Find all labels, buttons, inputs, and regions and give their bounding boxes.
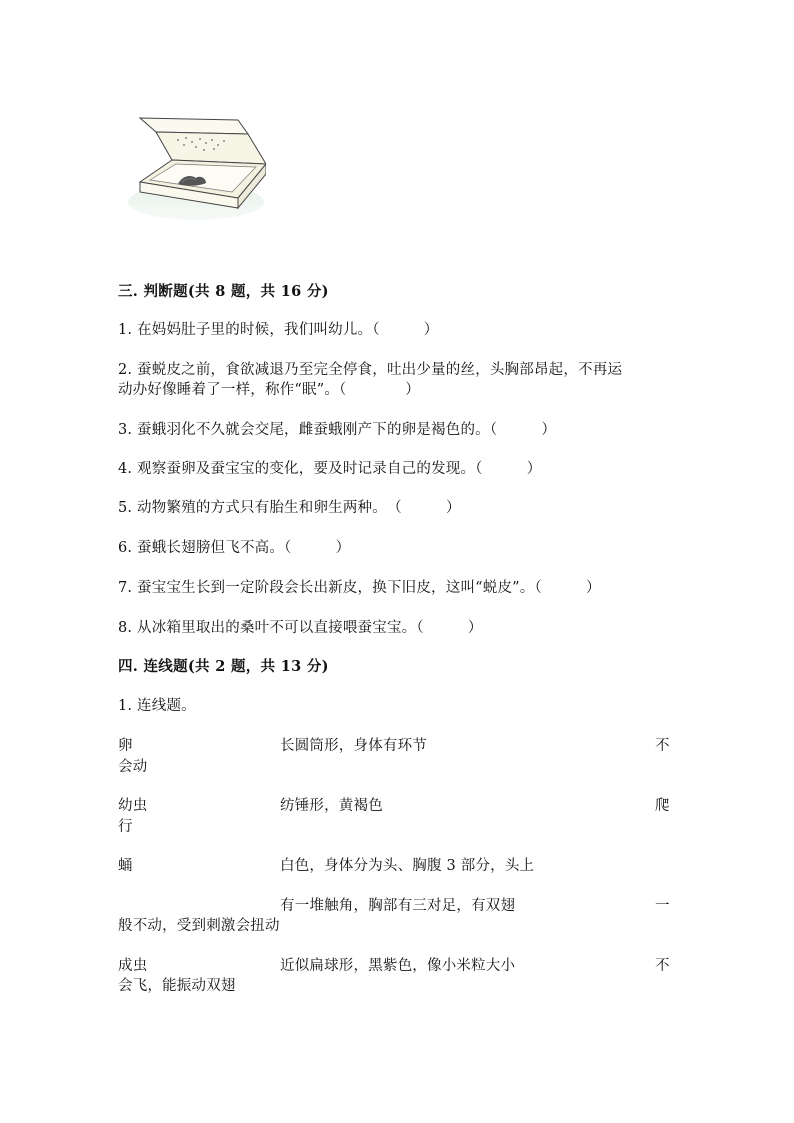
stage-description: 有一堆触角，胸部有三对足，有双翅 xyxy=(280,898,516,914)
egg-box-illustration xyxy=(126,112,266,222)
question-item: 5. 动物繁殖的方式只有胎生和卵生两种。 （ ） xyxy=(118,500,461,516)
stage-behavior: 不 xyxy=(655,738,670,754)
stage-behavior-wrap: 会飞，能振动双翅 xyxy=(118,978,236,994)
stage-behavior-wrap: 行 xyxy=(118,819,133,835)
question-item: 4. 观察蚕卵及蚕宝宝的变化，要及时记录自己的发现。（ ） xyxy=(118,461,542,477)
stage-behavior-wrap: 会动 xyxy=(118,759,148,775)
stage-label: 卵 xyxy=(118,738,133,754)
question-item: 8. 从冰箱里取出的桑叶不可以直接喂蚕宝宝。（ ） xyxy=(118,620,483,636)
matching-question-title: 1. 连线题。 xyxy=(118,698,196,714)
stage-behavior-wrap: 般不动，受到刺激会扭动 xyxy=(118,918,280,934)
stage-behavior: 爬 xyxy=(655,798,670,814)
stage-behavior: 不 xyxy=(655,958,670,974)
question-item: 7. 蚕宝宝生长到一定阶段会长出新皮，换下旧皮，这叫“蜕皮”。（ ） xyxy=(118,580,601,596)
stage-behavior: 一 xyxy=(655,898,670,914)
stage-description: 白色，身体分为头、胸腹 3 部分，头上 xyxy=(280,858,535,874)
stage-description: 纺锤形，黄褐色 xyxy=(280,798,383,814)
question-item: 6. 蚕蛾长翅膀但飞不高。（ ） xyxy=(118,540,351,556)
stage-label: 成虫 xyxy=(118,958,148,974)
stage-description: 近似扁球形，黑紫色，像小米粒大小 xyxy=(280,958,516,974)
section-heading-judgement: 三. 判断题(共 8 题，共 16 分) xyxy=(118,283,329,300)
question-item: 2. 蚕蜕皮之前，食欲减退乃至完全停食，吐出少量的丝，头胸部昂起，不再运 xyxy=(118,362,623,378)
section-heading-matching: 四. 连线题(共 2 题，共 13 分) xyxy=(118,658,329,675)
stage-label: 蛹 xyxy=(118,858,133,874)
question-item-continuation: 动办好像睡着了一样，称作“眠”。（ ） xyxy=(118,382,420,398)
question-item: 1. 在妈妈肚子里的时候，我们叫幼儿。（ ） xyxy=(118,322,439,338)
question-item: 3. 蚕蛾羽化不久就会交尾，雌蚕蛾刚产下的卵是褐色的。（ ） xyxy=(118,422,557,438)
stage-label: 幼虫 xyxy=(118,798,148,814)
stage-description: 长圆筒形，身体有环节 xyxy=(280,738,427,754)
